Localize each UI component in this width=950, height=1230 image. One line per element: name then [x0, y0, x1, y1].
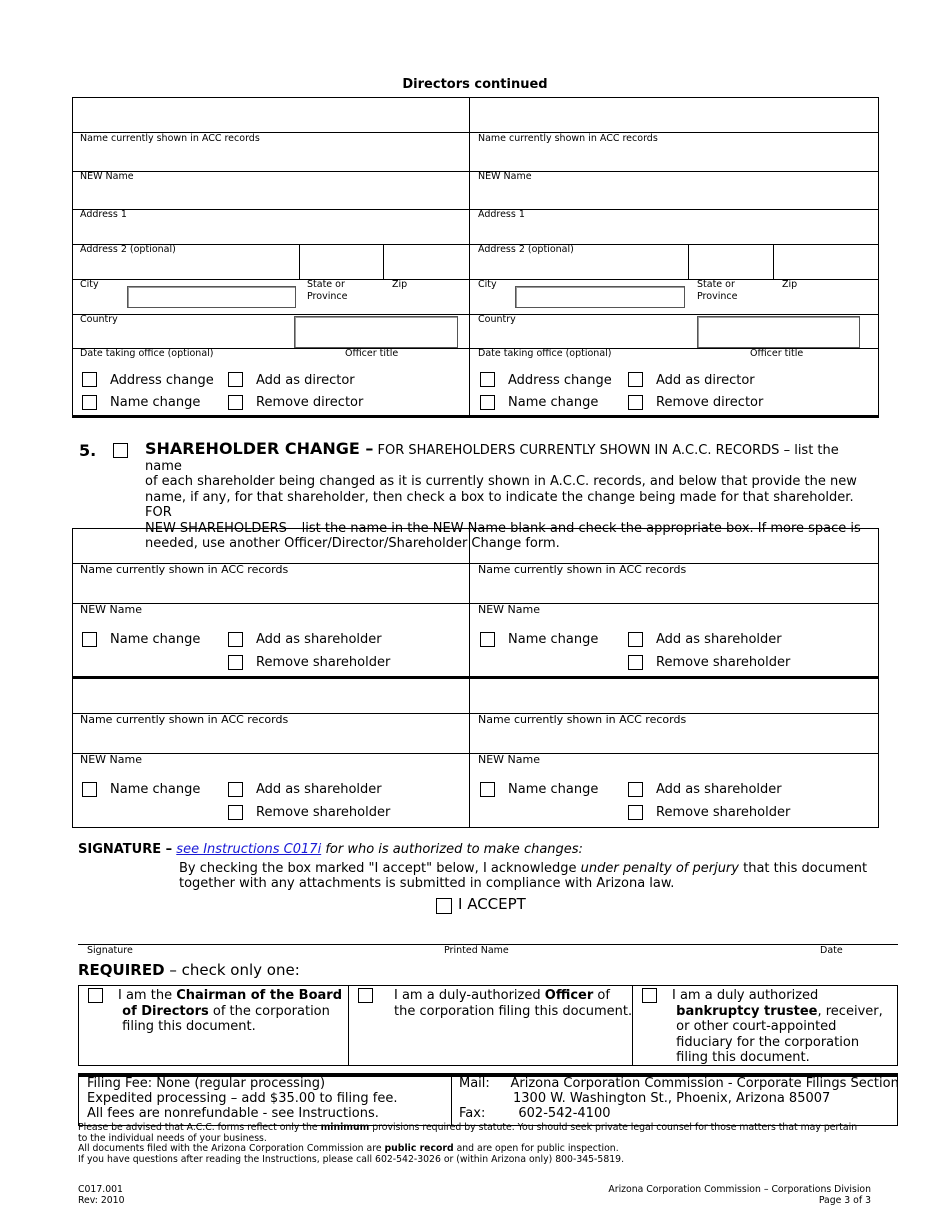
country-field[interactable] — [294, 316, 458, 348]
label-name-current: Name currently shown in ACC records — [80, 713, 289, 726]
label-new-name: NEW Name — [80, 603, 143, 616]
name-change-checkbox[interactable] — [82, 632, 97, 647]
name-change-checkbox[interactable] — [82, 395, 97, 410]
remove-director-label: Remove director — [256, 395, 364, 410]
remove-director-checkbox[interactable] — [628, 395, 643, 410]
name-change-checkbox[interactable] — [480, 632, 495, 647]
add-shareholder-checkbox[interactable] — [628, 782, 643, 797]
add-director-label: Add as director — [256, 373, 355, 388]
accept-label: I ACCEPT — [458, 895, 526, 913]
name-change-checkbox[interactable] — [82, 782, 97, 797]
required-heading: REQUIRED – check only one: — [78, 961, 300, 979]
signature-heading: SIGNATURE – see Instructions C017i for who is authorized to make changes: — [78, 842, 583, 857]
footer-agency: Arizona Corporation Commission – Corporations Division Page 3 of 3 — [608, 1184, 871, 1206]
add-director-checkbox[interactable] — [628, 372, 643, 387]
chairman-checkbox[interactable] — [88, 988, 103, 1003]
label-name-current: Name currently shown in ACC records — [80, 133, 260, 144]
label-new-name: NEW Name — [80, 171, 134, 182]
remove-shareholder-label: Remove shareholder — [656, 655, 791, 670]
label-country: Country — [478, 314, 516, 325]
chairman-option-text: I am the Chairman of the Board of Directors of the corporation filing this document. — [118, 988, 343, 1034]
label-new-name: NEW Name — [478, 753, 541, 766]
label-name-current: Name currently shown in ACC records — [80, 563, 289, 576]
mail-address: Mail: Arizona Corporation Commission - Corporate Filings Section 1300 W. Washington St., Phoenix, Arizona 85007 Fax: 602-542-4100 — [459, 1076, 899, 1121]
divider — [688, 244, 689, 279]
label-signature: Signature — [87, 945, 133, 956]
city-field[interactable] — [127, 286, 296, 308]
country-field[interactable] — [697, 316, 860, 348]
name-change-checkbox[interactable] — [480, 395, 495, 410]
divider — [632, 985, 633, 1066]
divider — [383, 244, 384, 279]
label-date: Date — [820, 945, 843, 956]
label-date-taking-office: Date taking office (optional) — [80, 348, 214, 359]
name-change-label: Name change — [508, 782, 599, 797]
name-change-label: Name change — [110, 395, 201, 410]
label-date-taking-office: Date taking office (optional) — [478, 348, 612, 359]
label-zip: Zip — [392, 279, 408, 290]
add-shareholder-checkbox[interactable] — [228, 632, 243, 647]
instructions-link[interactable]: see Instructions C017i — [176, 842, 322, 857]
officer-option-text: I am a duly-authorized Officer of the corporation filing this document. — [394, 988, 633, 1019]
address-change-label: Address change — [110, 373, 214, 388]
remove-shareholder-checkbox[interactable] — [628, 655, 643, 670]
add-shareholder-label: Add as shareholder — [256, 782, 382, 797]
remove-shareholder-label: Remove shareholder — [256, 805, 391, 820]
label-zip: Zip — [782, 279, 798, 290]
label-officer-title: Officer title — [345, 348, 399, 359]
fees-text: Filing Fee: None (regular processing) Expedited processing – add $35.00 to filing fee. All fees are nonrefundable - see Instructions. — [87, 1076, 398, 1121]
divider — [72, 753, 879, 754]
label-state: State or Province — [697, 279, 738, 302]
add-shareholder-checkbox[interactable] — [228, 782, 243, 797]
remove-shareholder-label: Remove shareholder — [256, 655, 391, 670]
label-address2: Address 2 (optional) — [478, 244, 574, 255]
divider — [348, 985, 349, 1066]
section5-description: SHAREHOLDER CHANGE – FOR SHAREHOLDERS CURRENTLY SHOWN IN A.C.C. RECORDS – list the name of each shareholder being changed as it is currently shown in A.C.C. records, and below that provide the new name, if any, for that shareholder, then check a box to indicate the change being made for that shareholder. FOR NEW SHAREHOLDERS – list the name in the NEW Name blank and check the appropriate box. If more space is needed, use another Officer/Director/Shareholder Change form. — [145, 439, 861, 551]
label-state: State or Province — [307, 279, 348, 302]
remove-shareholder-checkbox[interactable] — [628, 805, 643, 820]
directors-table — [72, 97, 879, 417]
label-address1: Address 1 — [478, 209, 525, 220]
label-new-name: NEW Name — [80, 753, 143, 766]
label-new-name: NEW Name — [478, 603, 541, 616]
trustee-checkbox[interactable] — [642, 988, 657, 1003]
officer-checkbox[interactable] — [358, 988, 373, 1003]
label-new-name: NEW Name — [478, 171, 532, 182]
divider — [72, 603, 879, 604]
label-officer-title: Officer title — [750, 348, 804, 359]
add-shareholder-checkbox[interactable] — [628, 632, 643, 647]
divider — [72, 279, 879, 280]
remove-director-label: Remove director — [656, 395, 764, 410]
label-name-current: Name currently shown in ACC records — [478, 133, 658, 144]
section-title-directors: Directors continued — [402, 77, 548, 92]
name-change-label: Name change — [508, 395, 599, 410]
divider — [451, 1075, 452, 1126]
divider — [72, 244, 879, 245]
divider — [72, 171, 879, 172]
add-shareholder-label: Add as shareholder — [656, 632, 782, 647]
divider — [72, 415, 879, 418]
trustee-option-text: I am a duly authorized bankruptcy trustee, receiver, or other court-appointed fiduciary for the corporation filing this document. — [672, 988, 883, 1065]
remove-shareholder-label: Remove shareholder — [656, 805, 791, 820]
name-change-label: Name change — [110, 782, 201, 797]
section-number: 5. — [79, 441, 97, 460]
add-shareholder-label: Add as shareholder — [656, 782, 782, 797]
address-change-checkbox[interactable] — [82, 372, 97, 387]
name-change-label: Name change — [110, 632, 201, 647]
label-city: City — [478, 279, 497, 290]
shareholder-change-checkbox[interactable] — [113, 443, 128, 458]
remove-shareholder-checkbox[interactable] — [228, 655, 243, 670]
label-address2: Address 2 (optional) — [80, 244, 176, 255]
form-number: C017.001 Rev: 2010 — [78, 1184, 125, 1206]
remove-director-checkbox[interactable] — [228, 395, 243, 410]
section5-heading: SHAREHOLDER CHANGE – — [145, 439, 374, 458]
address-change-label: Address change — [508, 373, 612, 388]
legal-notes: Please be advised that A.C.C. forms reflect only the minimum provisions required by statute. You should seek private legal counsel for those matters that may pertain to the individual needs of your business. All documents filed with the Arizona Corporation Commission are public record and are open for public inspection. If you have questions after reading the Instructions, please call 602-542-3026 or (within Arizona only) 800-345-5819. — [78, 1122, 858, 1165]
divider — [72, 314, 879, 315]
divider — [469, 97, 470, 417]
address-change-checkbox[interactable] — [480, 372, 495, 387]
add-shareholder-label: Add as shareholder — [256, 632, 382, 647]
label-name-current: Name currently shown in ACC records — [478, 713, 687, 726]
divider — [72, 209, 879, 210]
remove-shareholder-checkbox[interactable] — [228, 805, 243, 820]
add-director-label: Add as director — [656, 373, 755, 388]
label-printed-name: Printed Name — [444, 945, 509, 956]
label-city: City — [80, 279, 99, 290]
divider — [299, 244, 300, 279]
label-address1: Address 1 — [80, 209, 127, 220]
divider — [773, 244, 774, 279]
name-change-label: Name change — [508, 632, 599, 647]
name-change-checkbox[interactable] — [480, 782, 495, 797]
label-country: Country — [80, 314, 118, 325]
add-director-checkbox[interactable] — [228, 372, 243, 387]
accept-checkbox[interactable] — [436, 898, 452, 914]
label-name-current: Name currently shown in ACC records — [478, 563, 687, 576]
city-field[interactable] — [515, 286, 685, 308]
acknowledgement-text: By checking the box marked "I accept" below, I acknowledge under penalty of perjury that this document together with any attachments is submitted in compliance with Arizona law. — [179, 861, 868, 891]
